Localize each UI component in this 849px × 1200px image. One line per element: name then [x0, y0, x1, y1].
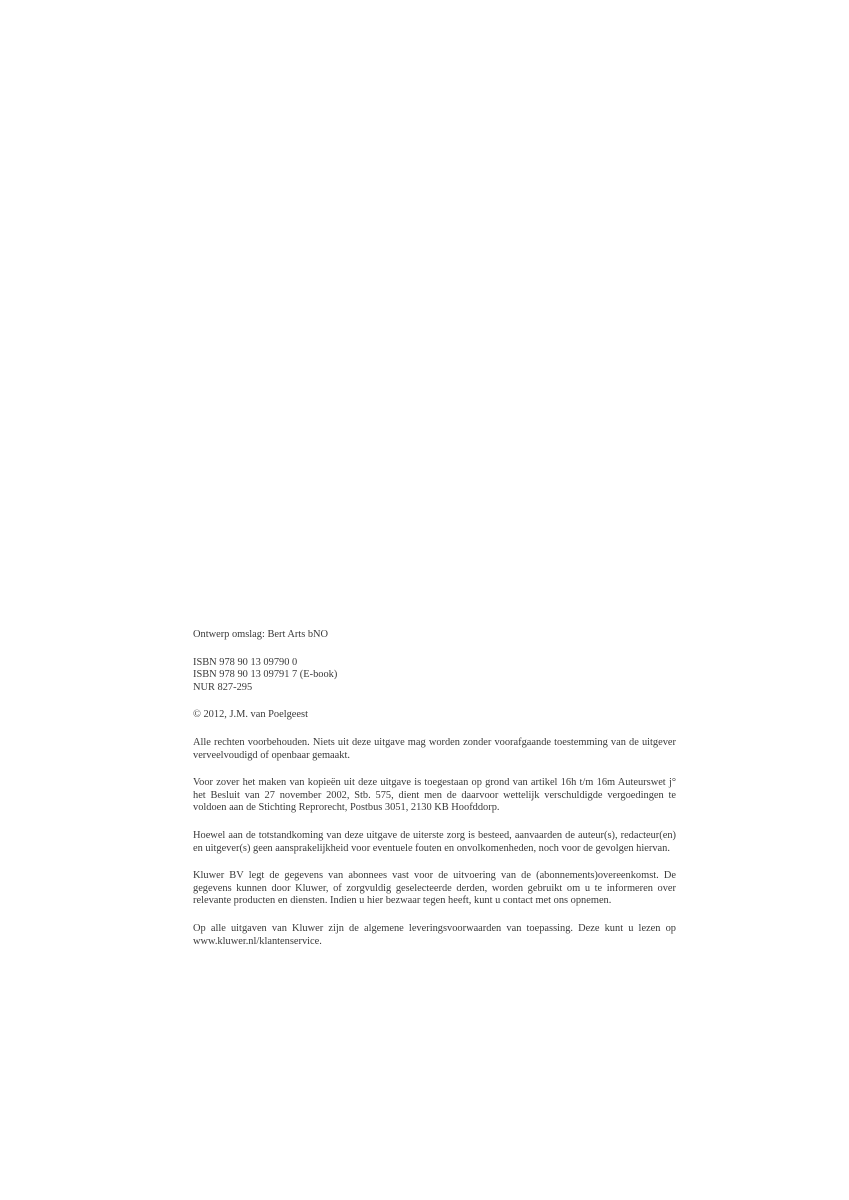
- cover-design-line: Ontwerp omslag: Bert Arts bNO: [193, 629, 329, 640]
- cover-design-credit: [193, 629, 676, 642]
- copyright-line: © 2012, J.M. van Poelgeest: [193, 709, 308, 721]
- colophon: [193, 629, 676, 963]
- isbn-print: ISBN 978 90 13 09790 0: [193, 656, 298, 668]
- nur-code: NUR 827-295: [193, 681, 253, 693]
- disclaimer-paragraph: Hoewel aan de totstandkoming van deze uitgave de uiterste zorg is besteed, aanvaarden de auteur(s), redacteur(en) en uitgever(s) geen aansprakelijkheid voor eventuele fouten en onvolkomenheden, noch voor de gevolgen hiervan.: [193, 829, 676, 854]
- terms-paragraph: Op alle uitgaven van Kluwer zijn de algemene leveringsvoorwaarden van toepassing. Deze kunt u lezen op www.kluwer.nl/klantenservice.: [193, 922, 676, 947]
- copying-notice-paragraph: Voor zover het maken van kopieën uit deze uitgave is toegestaan op grond van artikel 16h t/m 16m Auteurswet j° het Besluit van 27 november 2002, Stb. 575, dient men de daarvoor wettelijk verschuldigde vergoedingen te voldoen aan de Stichting Reprorecht, Postbus 3051, 2130 KB Hoofddorp.: [193, 777, 676, 814]
- isbn-ebook: ISBN 978 90 13 09791 7 (E-book): [193, 669, 338, 681]
- privacy-paragraph: Kluwer BV legt de gegevens van abonnees vast voor de uitvoering van de (abonnements)overeenkomst. De gegevens kunnen door Kluwer, of zorgvuldig geselecteerde derden, worden gebruikt om u te informeren over relevante producten en diensten. Indien u hier bezwaar tegen heeft, kunt u contact met ons opnemen.: [193, 870, 676, 907]
- publication-identifiers: [193, 657, 676, 695]
- rights-reserved-paragraph: Alle rechten voorbehouden. Niets uit deze uitgave mag worden zonder voorafgaande toestemming van de uitgever verveelvoudigd of openbaar gemaakt.: [193, 736, 676, 761]
- copyright-notice: [193, 709, 676, 722]
